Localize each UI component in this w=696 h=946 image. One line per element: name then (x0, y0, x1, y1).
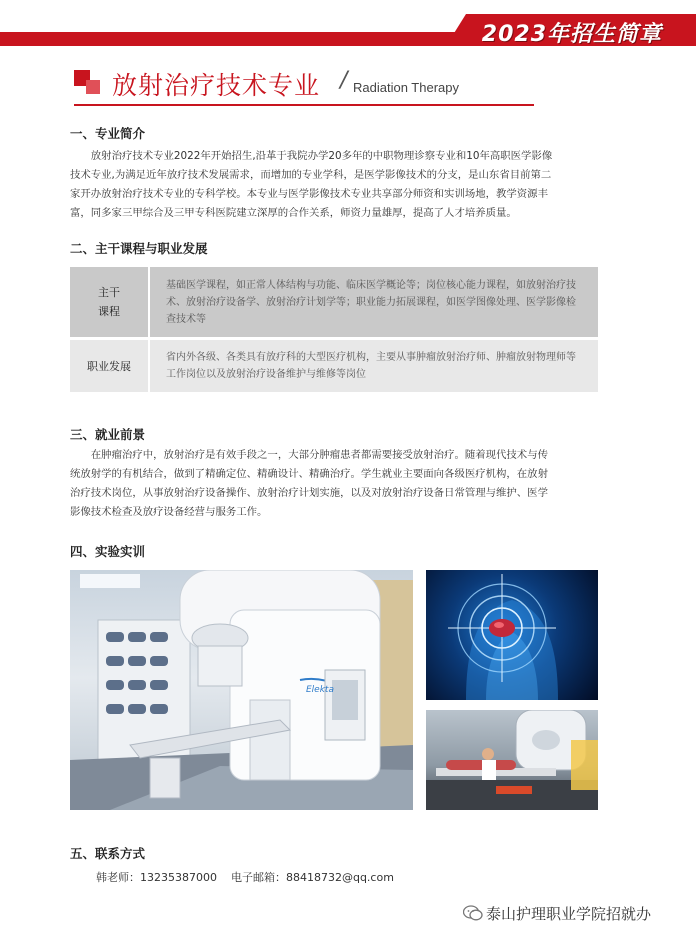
row-content-line: 工作岗位以及放射治疗设备维护与维修等岗位 (166, 369, 366, 380)
prospects-line: 治疗技术岗位，从事放射治疗设备操作、放射治疗计划实施，以及对放射治疗设备日常管理与维护、医学 (70, 487, 548, 499)
row-header-line: 课程 (98, 305, 120, 318)
table-row-content (149, 267, 598, 337)
intro-line: 富，同多家三甲综合及三甲专科医院建立深厚的合作关系，师资力量雄厚，提高了人才培养质量。 (70, 207, 517, 219)
section-title-prospects: 三、就业前景 (70, 427, 146, 442)
tumor-target-illustration (426, 570, 598, 700)
intro-line: 家开办放射治疗技术专业的专科学校。本专业与医学影像技术专业共享部分师资和实训场地，教学资源丰 (70, 188, 548, 200)
section-title-courses: 二、主干课程与职业发展 (70, 241, 208, 256)
intro-line: 放射治疗技术专业2022年开始招生,沿革于我院办学20多年的中职物理诊察专业和10年高职医学影像 (90, 150, 553, 162)
contact-teacher: 韩老师：13235387000 (96, 871, 217, 884)
linac-illustration (70, 570, 413, 810)
brochure-year-title: 2023年招生简章 (481, 22, 662, 47)
row-content-line: 查技术等 (166, 313, 206, 325)
linac-room-photo (70, 570, 413, 810)
table-row (70, 267, 598, 337)
row-header-line: 职业发展 (87, 359, 131, 373)
section-title-contact: 五、联系方式 (70, 846, 146, 861)
contact-email: 电子邮箱：88418732@qq.com (230, 871, 394, 884)
table-row-header (70, 340, 149, 392)
header-square-mark-secondary (86, 80, 100, 94)
watermark-text: 泰山护理职业学院招就办 (486, 905, 652, 923)
table-row-header (70, 267, 149, 337)
table-row-content (149, 340, 598, 392)
wechat-icon (463, 905, 483, 925)
section-title-training: 四、实验实训 (70, 544, 146, 559)
treatment-illustration (426, 710, 598, 810)
title-slash: / (340, 68, 348, 93)
intro-line: 技术专业,为满足近年放疗技术发展需求，而增加的专业学科，是医学影像技术的分支，是山东省目前第二 (70, 169, 552, 181)
machine-brand-label: Elekta (306, 685, 334, 695)
header-divider (74, 104, 534, 106)
row-header-line: 主干 (98, 286, 120, 299)
prospects-line: 在肿瘤治疗中，放射治疗是有效手段之一，大部分肿瘤患者都需要接受放射治疗。随着现代技术与传 (90, 449, 548, 461)
patient-treatment-photo (426, 710, 598, 810)
row-content-line: 基础医学课程，如正常人体结构与功能、临床医学概论等；岗位核心能力课程，如放射治疗技 (166, 279, 576, 291)
prospects-paragraph (70, 446, 598, 522)
intro-paragraph (70, 147, 598, 223)
section-title-intro: 一、专业简介 (70, 126, 146, 141)
major-title: 放射治疗技术专业 (112, 71, 321, 100)
row-content-line: 省内外各级、各类具有放疗科的大型医疗机构，主要从事肿瘤放射治疗师、肿瘤放射物理师等 (166, 352, 576, 363)
table-row (70, 340, 598, 392)
major-title-english: Radiation Therapy (353, 80, 459, 95)
row-content-line: 术、放射治疗设备学、放射治疗计划学等；职业能力拓展课程，如医学图像处理、医学影像检 (166, 296, 576, 308)
course-table (70, 267, 598, 392)
prospects-line: 影像技术检查及放疗设备经营与服务工作。 (70, 506, 268, 518)
contact-line (96, 869, 394, 885)
body-target-graphic (426, 570, 598, 700)
prospects-line: 统放射学的有机结合，做到了精确定位、精确设计、精确治疗。学生就业主要面向各级医疗机构，在放射 (70, 468, 548, 480)
